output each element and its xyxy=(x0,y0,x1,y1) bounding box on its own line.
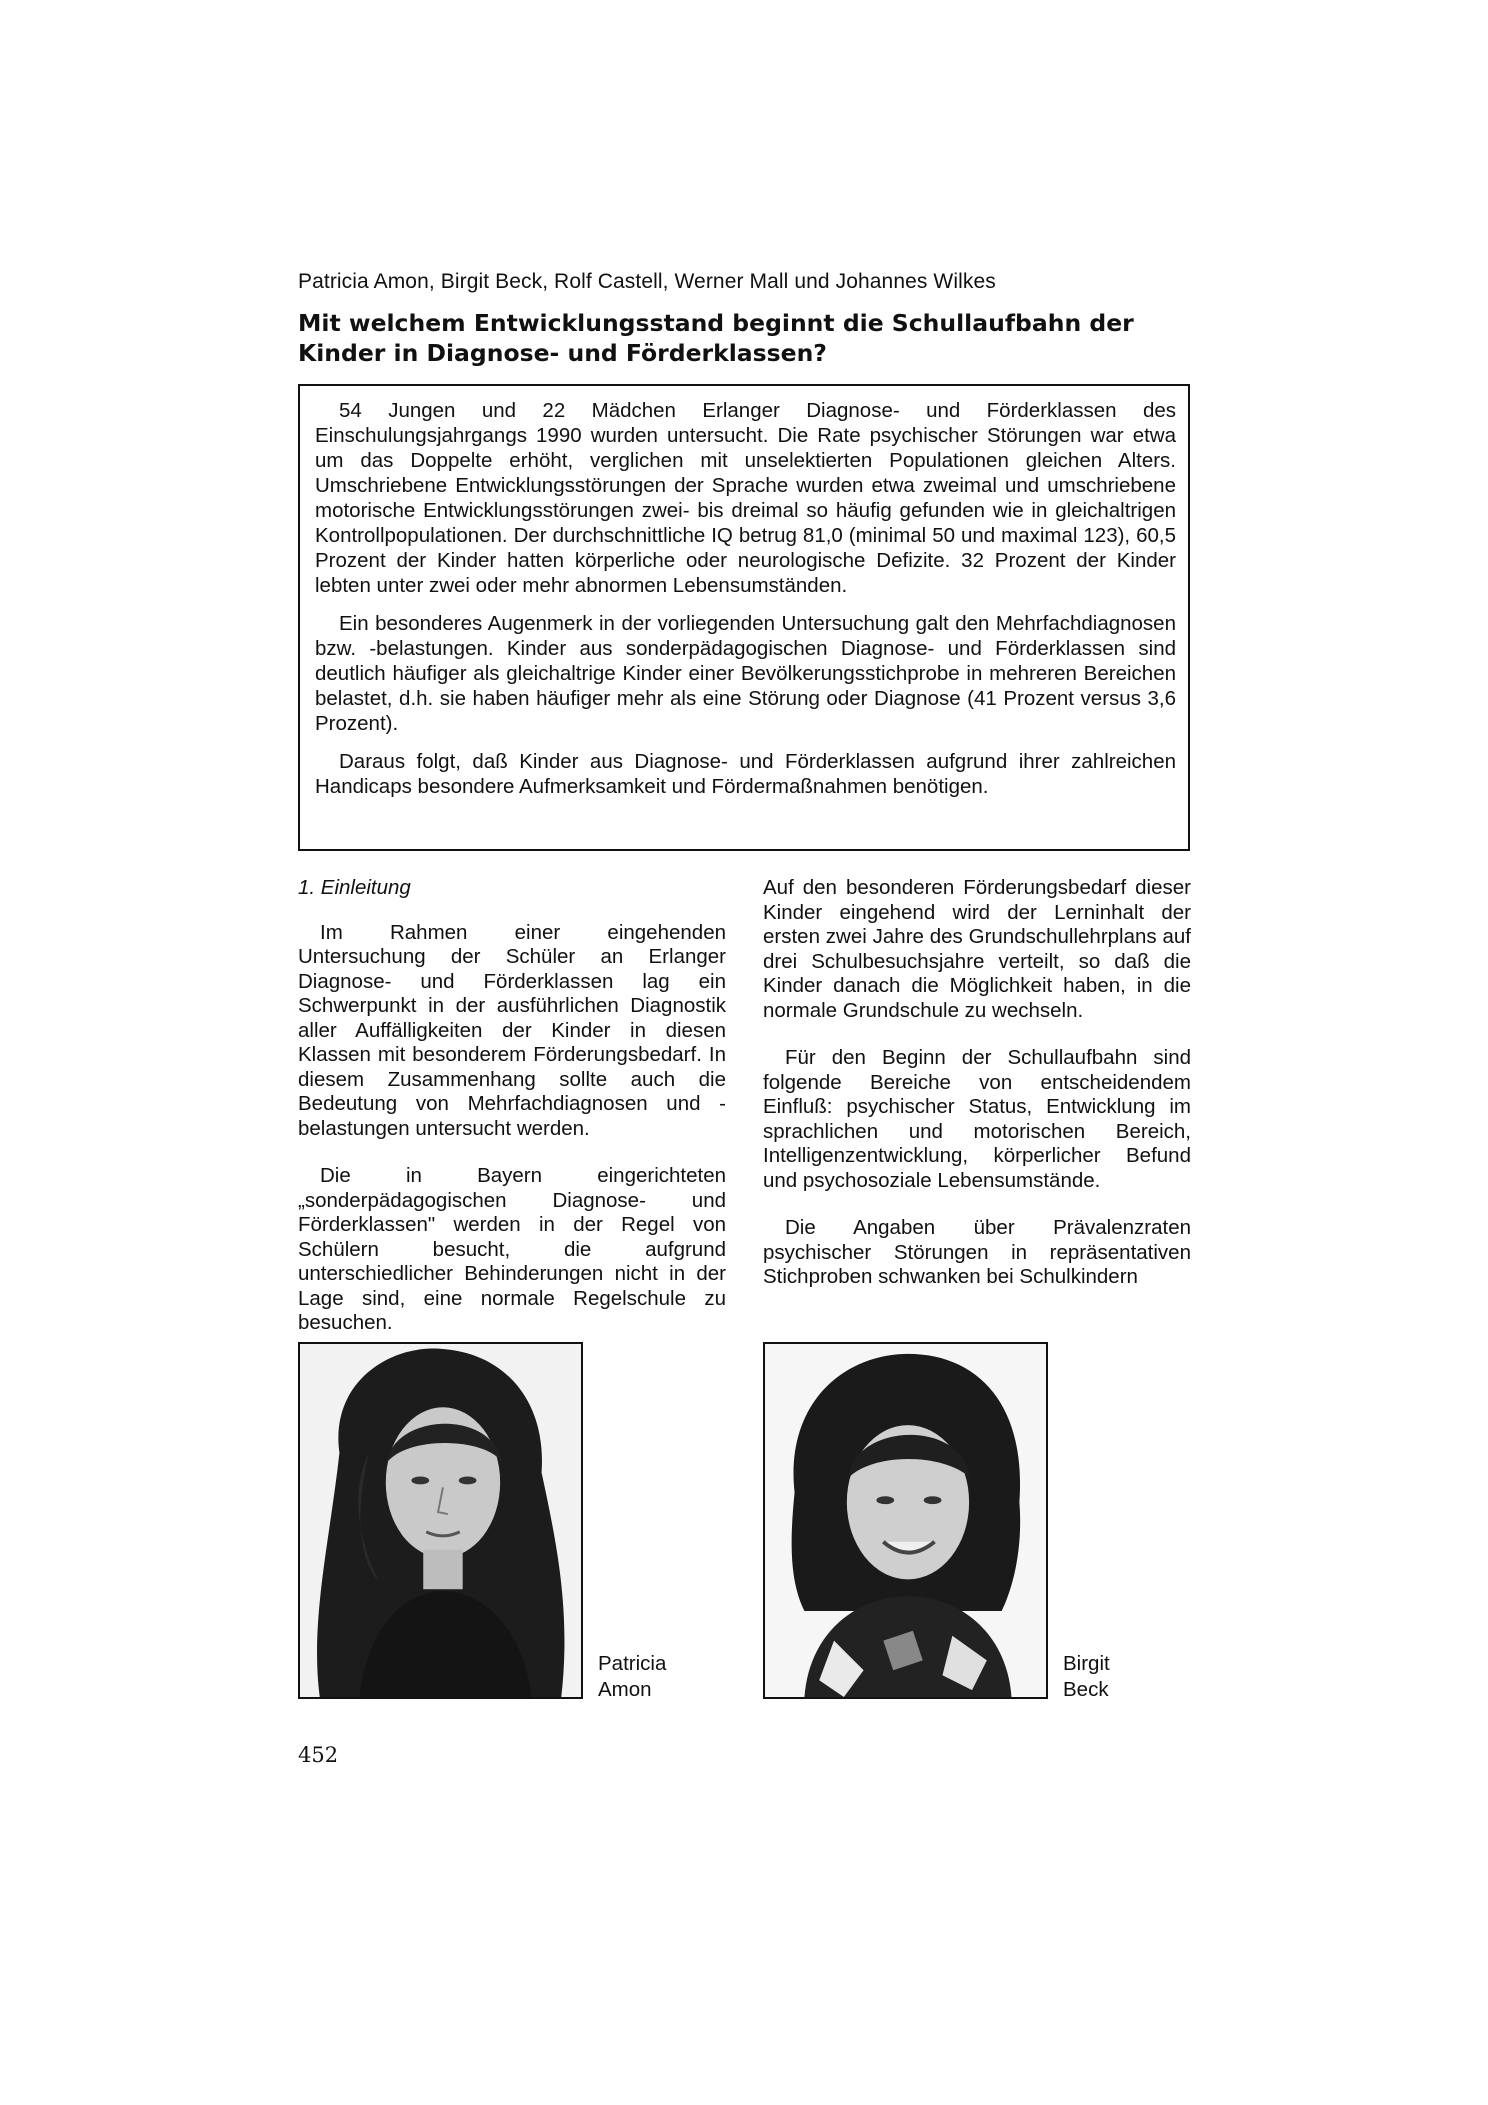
article-title: Mit welchem Entwicklungsstand beginnt die Schullaufbahn der Kinder in Diagnose- und Förderklassen? xyxy=(298,309,1134,367)
page-number: 452 xyxy=(298,1743,339,1767)
abstract-box xyxy=(298,384,1190,851)
abstract-paragraph: 54 Jungen und 22 Mädchen Erlanger Diagnose- und Förderklassen des Einschulungsjahrgangs 1990 wurden untersucht. Die Rate psychischer Störungen war etwa um das Doppelte erhöht, verglichen mit unselektierten Populationen gleichen Alters. Umschriebene Entwicklungsstörungen der Sprache wurden etwa zweimal und umschriebene motorische Entwicklungsstörungen zwei- bis dreimal so häufig gefunden wie in gleichaltrigen Kontrollpopulationen. Der durchschnittliche IQ betrug 81,0 (minimal 50 und maximal 123), 60,5 Prozent der Kinder hatten körperliche oder neurologische Defizite. 32 Prozent der Kinder lebten unter zwei oder mehr abnormen Lebensumständen. xyxy=(315,399,1176,597)
author-photo-amon xyxy=(298,1342,583,1699)
abstract-paragraph: Ein besonderes Augenmerk in der vorliegenden Untersuchung galt den Mehrfachdiagnosen bzw. -belastungen. Kinder aus sonderpädagogischen Diagnose- und Förderklassen sind deutlich häufiger als gleichaltrige Kinder einer Bevölkerungsstichprobe in mehreren Bereichen belastet, d.h. sie haben häufiger mehr als eine Störung oder Diagnose (41 Prozent versus 3,6 Prozent). xyxy=(315,612,1176,735)
body-paragraph: Für den Beginn der Schullaufbahn sind folgende Bereiche von entscheidendem Einfluß: psychischer Status, Entwicklung im sprachlichen und motorischen Bereich, Intelligenzentwicklung, körperlicher Befund und psychosoziale Lebensumstände. xyxy=(763,1046,1191,1192)
caption-line: Amon xyxy=(598,1678,652,1701)
body-paragraph: Auf den besonderen Förderungsbedarf dieser Kinder eingehend wird der Lerninhalt der ersten zwei Jahre des Grundschullehrplans auf drei Schulbesuchsjahre verteilt, so daß die Kinder danach die Möglichkeit haben, in die normale Grundschule zu wechseln. xyxy=(763,876,1191,1022)
caption-line: Patricia xyxy=(598,1652,667,1675)
photo-caption-amon xyxy=(598,1651,666,1703)
body-column-left xyxy=(298,876,726,1359)
portrait-image xyxy=(300,1344,581,1697)
section-heading: 1. Einleitung xyxy=(298,876,411,899)
body-column-right xyxy=(763,876,1191,1313)
author-photo-beck xyxy=(763,1342,1048,1699)
portrait-image xyxy=(765,1344,1046,1697)
photo-caption-beck xyxy=(1063,1651,1110,1703)
body-paragraph: Die Angaben über Prävalenzraten psychischer Störungen in repräsentativen Stichproben schwanken bei Schulkindern xyxy=(763,1216,1191,1288)
abstract-paragraph: Daraus folgt, daß Kinder aus Diagnose- und Förderklassen aufgrund ihrer zahlreichen Handicaps besondere Aufmerksamkeit und Fördermaßnahmen benötigen. xyxy=(315,750,1176,798)
caption-line: Beck xyxy=(1063,1678,1109,1701)
body-paragraph: Die in Bayern eingerichteten „sonderpädagogischen Diagnose- und Förderklassen" werden in der Regel von Schülern besucht, die aufgrund unterschiedlicher Behinderungen nicht in der Lage sind, eine normale Regelschule zu besuchen. xyxy=(298,1164,726,1334)
authors-line: Patricia Amon, Birgit Beck, Rolf Castell, Werner Mall und Johannes Wilkes xyxy=(298,270,996,293)
caption-line: Birgit xyxy=(1063,1652,1110,1675)
body-paragraph: Im Rahmen einer eingehenden Untersuchung der Schüler an Erlanger Diagnose- und Förderklassen lag ein Schwerpunkt in der ausführlichen Diagnostik aller Auffälligkeiten der Kinder in diesen Klassen mit besonderem Förderungsbedarf. In diesem Zusammenhang sollte auch die Bedeutung von Mehrfachdiagnosen und -belastungen untersucht werden. xyxy=(298,920,726,1140)
